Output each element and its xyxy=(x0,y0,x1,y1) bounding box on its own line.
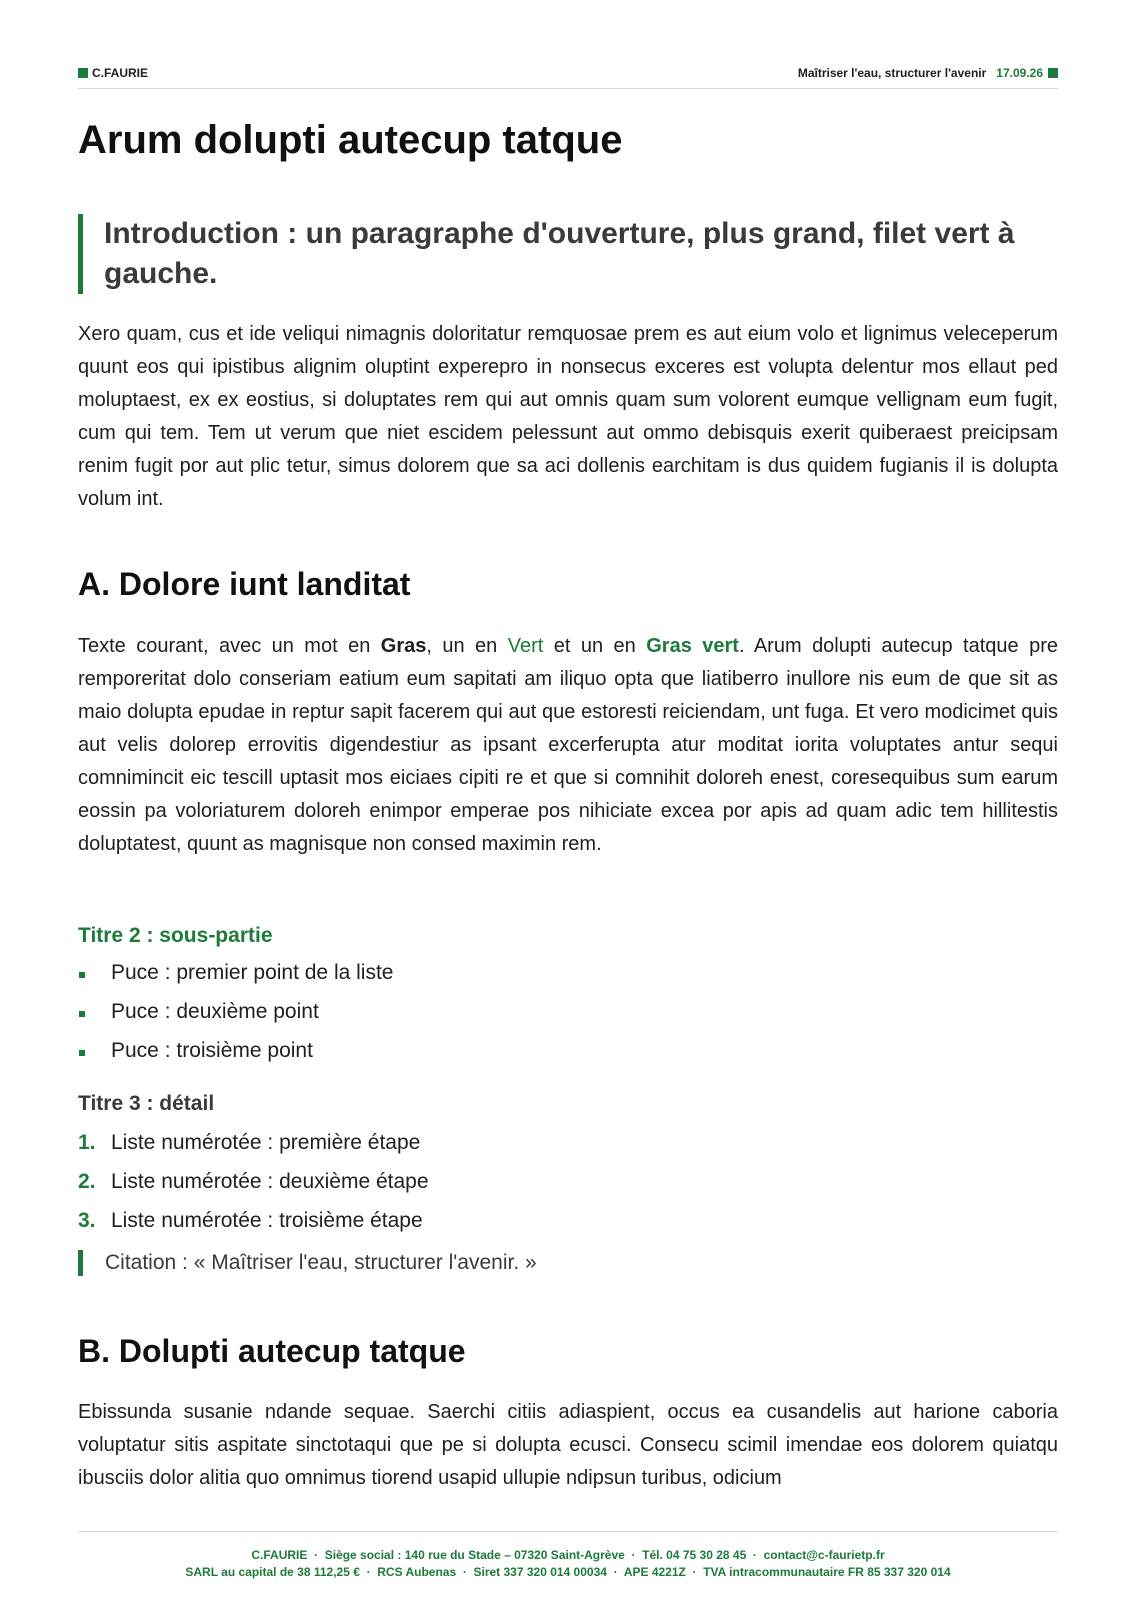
footer-line-2: SARL au capital de 38 112,25 € · RCS Aubenas · Siret 337 320 014 00034 · APE 4221Z · TVA intracommunautaire FR 85 337 320 014 xyxy=(185,1565,951,1579)
bullet-square-icon xyxy=(79,1011,85,1017)
body-paragraph-1: Xero quam, cus et ide veliqui nimagnis doloritatur remquosae prem es aut eium volo et lignimus veleceperum quunt eos qui ipistibus alignim oluptint experepro in nonsecus exceres est volupta delentur mos ellaut ped moluptaest, ex ex eostius, si doluptates rem qui aut omnis quam sum volorent eumque vellignam eum fugit, cum qui tem. Tem ut verum que niet escidem pelessunt aut ommo debisquis exerit quiberaest preicipsam renim fugit por aut plic tetur, simus dolorem que sa aci dollenis earchitam is dus quidem fugianis il is dolupta volum int. xyxy=(78,323,1058,510)
list-item xyxy=(78,1130,429,1169)
page-header xyxy=(78,64,1058,89)
header-date: 17.09.26 xyxy=(996,66,1043,80)
header-brand xyxy=(78,66,148,80)
bold-word: Gras xyxy=(380,635,427,657)
para-mid-1: , un en xyxy=(426,635,508,657)
section-b-paragraph: Ebissunda susanie ndande sequae. Saerchi citiis adiaspient, occus ea cusandelis aut harione caboria voluptatur sitis aspitate sinctotaqui que pe si dolupta ecusci. Consecu scimil imendae eos dolorem quiatqu ibusciis dolor alitia quo omnimus tiorend usapid ullupie ndipsun turibus, odicium xyxy=(78,1401,1058,1489)
item-number: 1. xyxy=(78,1131,96,1154)
subsection-title-3: Titre 3 : détail xyxy=(78,1092,215,1115)
list-item xyxy=(78,1169,429,1208)
list-item xyxy=(78,999,393,1038)
item-text: Liste numérotée : première étape xyxy=(111,1131,421,1154)
list-item xyxy=(78,1208,429,1247)
intro-paragraph: Introduction : un paragraphe d'ouverture, plus grand, filet vert à gauche. xyxy=(78,214,1064,294)
bullet-square-icon xyxy=(79,1050,85,1056)
brand-name: C.FAURIE xyxy=(92,66,149,80)
bullet-text: Puce : troisième point xyxy=(111,1039,313,1062)
bullet-text: Puce : deuxième point xyxy=(111,1000,319,1023)
footer-line-1: C.FAURIE · Siège social : 140 rue du Stade – 07320 Saint-Agrève · Tél. 04 75 30 28 45 · contact@c-faurietp.fr xyxy=(251,1548,885,1562)
bullet-square-icon xyxy=(79,972,85,978)
bullet-list xyxy=(78,960,393,1077)
bullet-text: Puce : premier point de la liste xyxy=(111,961,394,984)
header-square-icon xyxy=(1048,68,1058,78)
bold-green-word: Gras vert xyxy=(646,635,739,657)
item-number: 3. xyxy=(78,1209,96,1232)
para-mid-2: et un en xyxy=(543,635,647,657)
brand-square-icon xyxy=(78,68,88,78)
page-title: Arum dolupti autecup tatque xyxy=(78,118,623,162)
list-item xyxy=(78,1038,393,1077)
list-item xyxy=(78,960,393,999)
subsection-title-2: Titre 2 : sous-partie xyxy=(78,924,273,947)
section-a-paragraph xyxy=(78,630,1058,861)
section-b-heading: B. Dolupti autecup tatque xyxy=(78,1333,466,1369)
item-text: Liste numérotée : deuxième étape xyxy=(111,1170,429,1193)
quote-block: Citation : « Maîtriser l'eau, structurer l'avenir. » xyxy=(78,1250,537,1276)
para-start: Texte courant, avec un mot en xyxy=(78,635,381,657)
numbered-list xyxy=(78,1130,429,1247)
item-text: Liste numérotée : troisième étape xyxy=(111,1209,423,1232)
para-rest: . Arum dolupti autecup tatque pre remporeritat dolo conseriam eatium eum sapitati am iliquo opta que liatiberro inullore nis eum de que sit as maio dolupta epudae in reptur sapit facerem qui aut que estoresti reiciendam, unt fuga. Et vero modicimet quis aut velis dolorep errovitis digendestiur as ipsant excerferupta atur moditat iorita voluptates antur sequi comnimincit eic tescill uptasit mos eiciaes cipiti re et que si comnihit doloreh enest, coresequibus sum earum eossin pa voloriaturem doloreh enimpor emperae pos nihiciate excea por apis ad quam adic tem hillitestis doluptatest, quunt as magnisque non consed maximin rem. xyxy=(78,635,1058,855)
green-word: Vert xyxy=(507,635,544,657)
section-a-heading: A. Dolore iunt landitat xyxy=(78,566,411,602)
item-number: 2. xyxy=(78,1170,96,1193)
page-footer xyxy=(78,1531,1058,1581)
header-tagline: Maîtriser l'eau, structurer l'avenir xyxy=(797,66,987,80)
header-right xyxy=(798,66,1058,80)
